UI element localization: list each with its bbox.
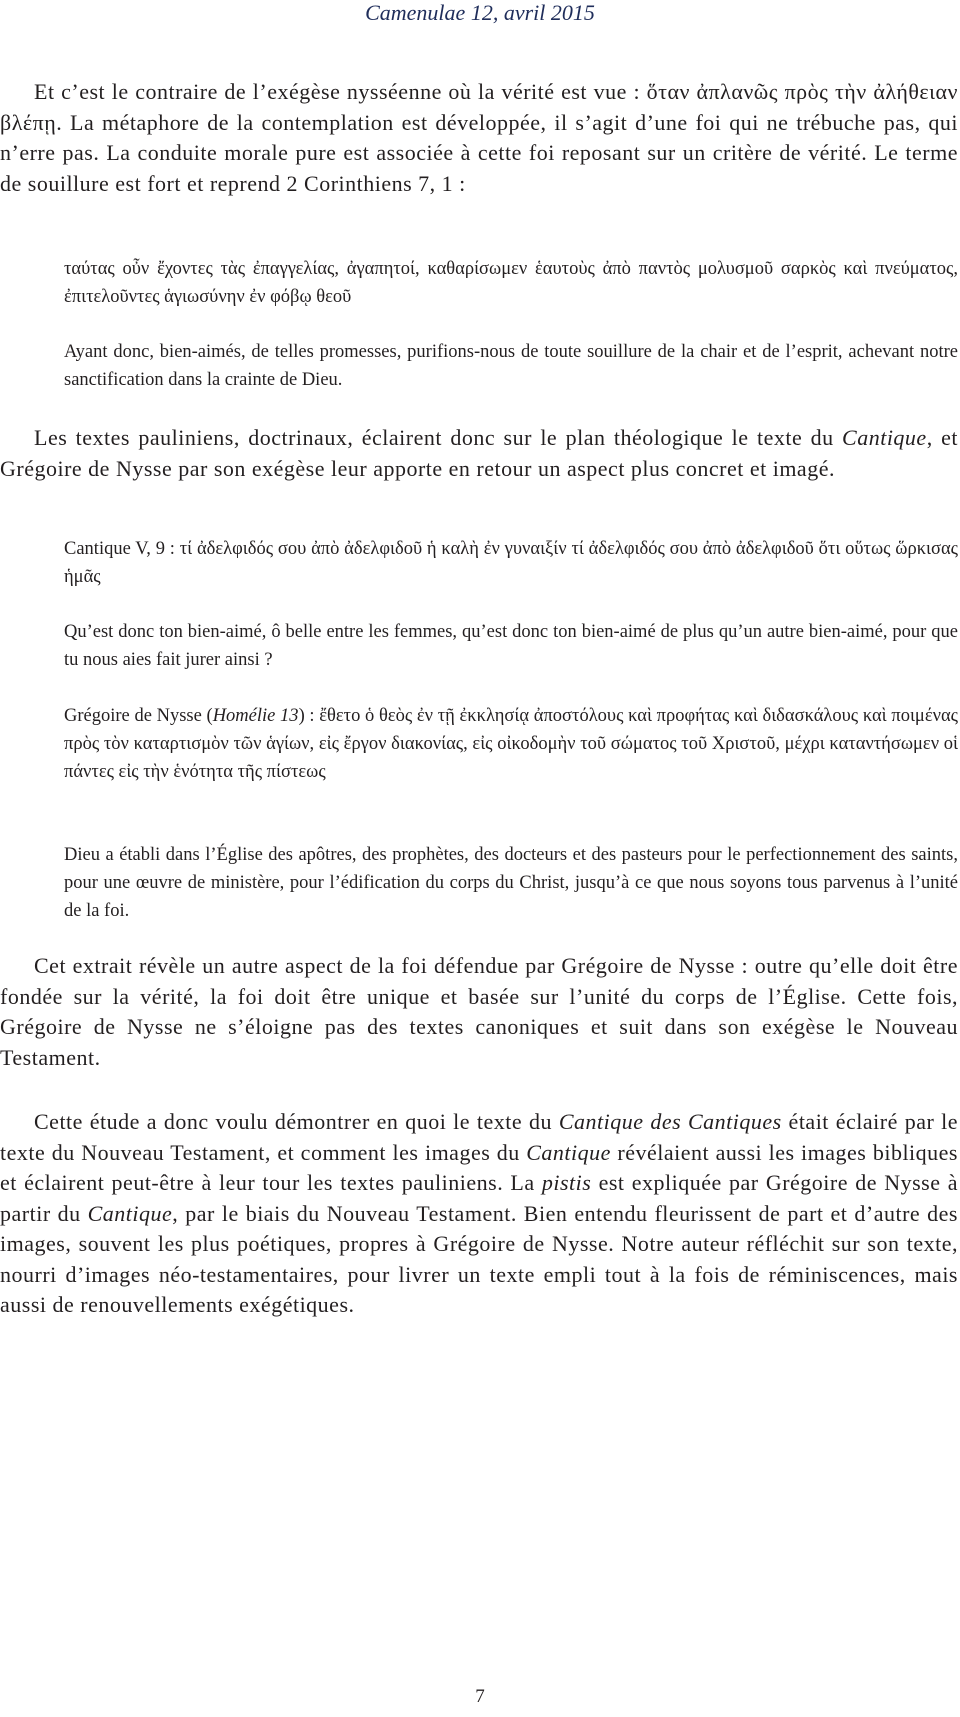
paragraph-4-text-d: est expliquée par Grégoire de Nysse à partir du bbox=[0, 1170, 958, 1226]
quote-greek-homelie-text: ) : ἔθετο ὁ θεὸς ἐν τῇ ἐκκλησίᾳ ἀποστόλους καὶ προφήτας καὶ διδασκάλους καὶ ποιμένας πρὸς τὸν καταρτισμὸν τῶν ἁγίων, εἰς ἔργον διακονίας, εἰς οἰκοδομὴν τοῦ σώματος τοῦ Χριστοῦ, μέχρι καταντήσωμεν οἱ πάντες εἰς τὴν ἑνότητα τῆς πίστεως bbox=[64, 706, 958, 782]
pistis-italic: pistis bbox=[541, 1170, 592, 1195]
cantique-italic: Cantique bbox=[842, 425, 927, 450]
paragraph-2-text-a: Les textes pauliniens, doctrinaux, éclairent donc sur le plan théologique le texte du bbox=[34, 425, 843, 450]
paragraph-4-text-e: , par le biais du Nouveau Testament. Bien entendu fleurissent de part et d’autre des images, souvent les plus poétiques, propres à Grégoire de Nysse. Notre auteur réfléchit sur son texte, nourri d’images néo-testamentaires, pour livrer un texte empli tout à la fois de réminiscences, mais aussi de renouvellements exégétiques. bbox=[0, 1200, 958, 1317]
quote-french-homelie: Dieu a établi dans l’Église des apôtres, des prophètes, des docteurs et des pasteurs pour le perfectionnement des saints, pour une œuvre de ministère, pour l’édification du corps du Christ, jusqu’à ce que nous soyons tous parvenus à l’unité de la foi. bbox=[64, 845, 958, 921]
quote-greek-cantique: Cantique V, 9 : τί ἀδελφιδός σου ἀπὸ ἀδελφιδοῦ ἡ καλὴ ἐν γυναιξίν τί ἀδελφιδός σου ἀπὸ ἀδελφιδοῦ ὅτι οὕτως ὥρκισας ἡμᾶς bbox=[64, 539, 958, 587]
paragraph-4-text-b: était éclairé par le texte du Nouveau Testament, et comment les images du bbox=[0, 1109, 959, 1165]
paragraph-4-text-c: révélaient aussi les images bibliques et éclairent peut-être à leur tour les textes pauliniens. La bbox=[0, 1139, 958, 1195]
paragraph-4-text-a: Cette étude a donc voulu démontrer en quoi le texte du bbox=[34, 1109, 559, 1134]
quote-french-corinthians: Ayant donc, bien-aimés, de telles promesses, purifions-nous de toute souillure de la chair et de l’esprit, achevant notre sanctification dans la crainte de Dieu. bbox=[64, 342, 958, 390]
cantique-italic-3: Cantique bbox=[87, 1200, 173, 1226]
paragraph-4 bbox=[0, 1107, 958, 1321]
cantique-italic-2: Cantique bbox=[526, 1139, 611, 1165]
paragraph-2-text-b: , et Grégoire de Nysse par son exégèse leur apporte en retour un aspect plus concret et imagé. bbox=[0, 425, 958, 481]
paragraph-2 bbox=[0, 423, 958, 484]
running-title: Camenulae 12, avril 2015 bbox=[365, 0, 595, 25]
paragraph-3: Cet extrait révèle un autre aspect de la foi défendue par Grégoire de Nysse : outre qu’elle doit être fondée sur la vérité, la foi doit être unique et basée sur l’unité du corps de l’Église. Cette fois, Grégoire de Nysse ne s’éloigne pas des textes canoniques et suit dans son exégèse le Nouveau Testament. bbox=[0, 953, 958, 1070]
homelie-italic: Homélie 13 bbox=[212, 706, 299, 726]
cantique-des-cantiques-italic: Cantique des Cantiques bbox=[558, 1109, 782, 1134]
quote-greek-corinthians: ταύτας οὖν ἔχοντες τὰς ἐπαγγελίας, ἀγαπητοί, καθαρίσωμεν ἑαυτοὺς ἀπὸ παντὸς μολυσμοῦ σαρκὸς καὶ πνεύματος, ἐπιτελοῦντες ἁγιωσύνην ἐν φόβῳ θεοῦ bbox=[64, 259, 958, 307]
quote-greek-homelie-lead: Grégoire de Nysse ( bbox=[64, 706, 213, 726]
quote-greek-homelie bbox=[64, 702, 958, 786]
paragraph-1: Et c’est le contraire de l’exégèse nysséenne où la vérité est vue : ὅταν ἀπλανῶς πρὸς τὴν ἀλήθειαν βλέπῃ. La métaphore de la contemplation est développée, il s’agit d’une foi qui ne trébuche pas, qui n’erre pas. La conduite morale pure est associée à cette foi reposant sur un critère de vérité. Le terme de souillure est fort et reprend 2 Corinthiens 7, 1 : bbox=[0, 79, 958, 196]
quote-french-cantique: Qu’est donc ton bien-aimé, ô belle entre les femmes, qu’est donc ton bien-aimé de plus qu’un autre bien-aimé, pour que tu nous aies fait jurer ainsi ? bbox=[64, 622, 958, 670]
page-number: 7 bbox=[475, 1686, 485, 1707]
